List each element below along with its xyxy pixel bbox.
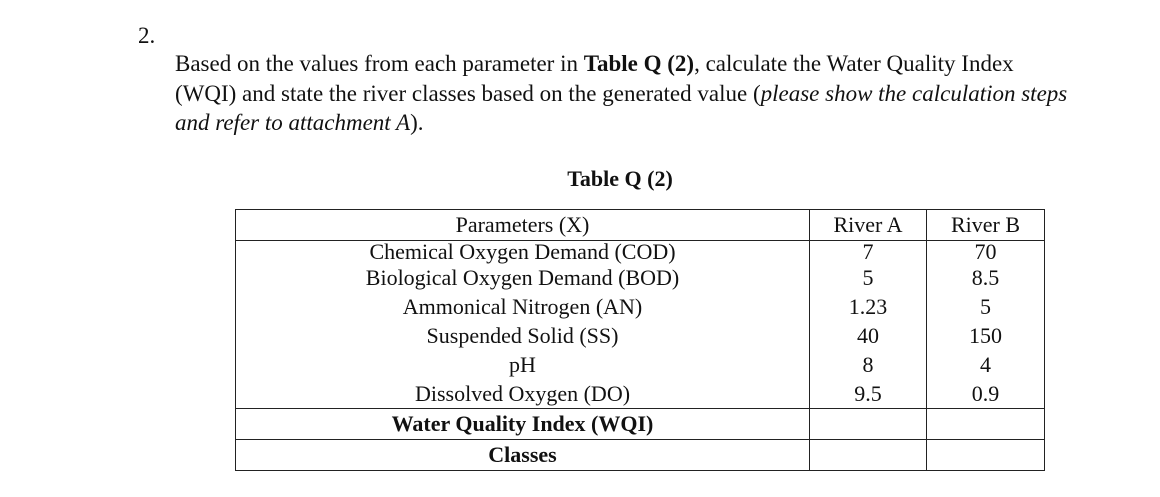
table-data-row-group	[236, 241, 1045, 409]
river-b-do: 0.9	[971, 381, 1000, 406]
wqi-river-b-cell	[927, 409, 1045, 440]
classes-row	[236, 440, 1045, 471]
river-a-ss: 40	[857, 323, 879, 348]
header-river-a: River A	[810, 210, 927, 241]
river-b-cod: 70	[974, 239, 997, 264]
river-a-an: 1.23	[848, 294, 888, 319]
parameter-column	[236, 241, 810, 409]
question-text	[175, 49, 1075, 138]
river-a-do: 9.5	[854, 381, 882, 406]
classes-river-a-cell	[810, 440, 927, 471]
river-b-column	[927, 241, 1045, 409]
river-a-column	[810, 241, 927, 409]
wqi-label: Water Quality Index (WQI)	[236, 409, 810, 440]
question-italic-note: please show the calculation steps and refer to attachment A	[175, 80, 1068, 135]
header-river-b: River B	[927, 210, 1045, 241]
parameter-do: Dissolved Oxygen (DO)	[414, 381, 631, 406]
parameter-ss: Suspended Solid (SS)	[426, 323, 619, 348]
question-text-part-3: ).	[410, 110, 424, 135]
header-parameters: Parameters (X)	[236, 210, 810, 241]
table-reference: Table Q (2)	[583, 51, 695, 76]
classes-river-b-cell	[927, 440, 1045, 471]
parameter-cod: Chemical Oxygen Demand (COD)	[369, 239, 676, 264]
river-b-ph: 4	[980, 352, 991, 377]
classes-label: Classes	[236, 440, 810, 471]
question-number: 2.	[138, 23, 156, 48]
wqi-row	[236, 409, 1045, 440]
question-text-part-2: , calculate the Water Quality Index (WQI) and state the river classes based on the generated value (	[175, 51, 1014, 106]
river-a-cod: 7	[862, 239, 874, 264]
parameter-an: Ammonical Nitrogen (AN)	[402, 294, 643, 319]
river-b-ss: 150	[969, 323, 1002, 348]
parameter-ph: pH	[509, 352, 536, 377]
river-b-bod: 8.5	[971, 265, 1000, 290]
river-a-bod: 5	[862, 265, 874, 290]
question-text-part-1: Based on the values from each parameter in	[175, 51, 584, 76]
wqi-river-a-cell	[810, 409, 927, 440]
parameters-table	[235, 209, 1045, 471]
river-b-an: 5	[980, 294, 991, 319]
parameter-bod: Biological Oxygen Demand (BOD)	[365, 265, 680, 290]
table-header-row	[236, 210, 1045, 241]
table-caption: Table Q (2)	[567, 166, 673, 191]
river-a-ph: 8	[862, 352, 874, 377]
